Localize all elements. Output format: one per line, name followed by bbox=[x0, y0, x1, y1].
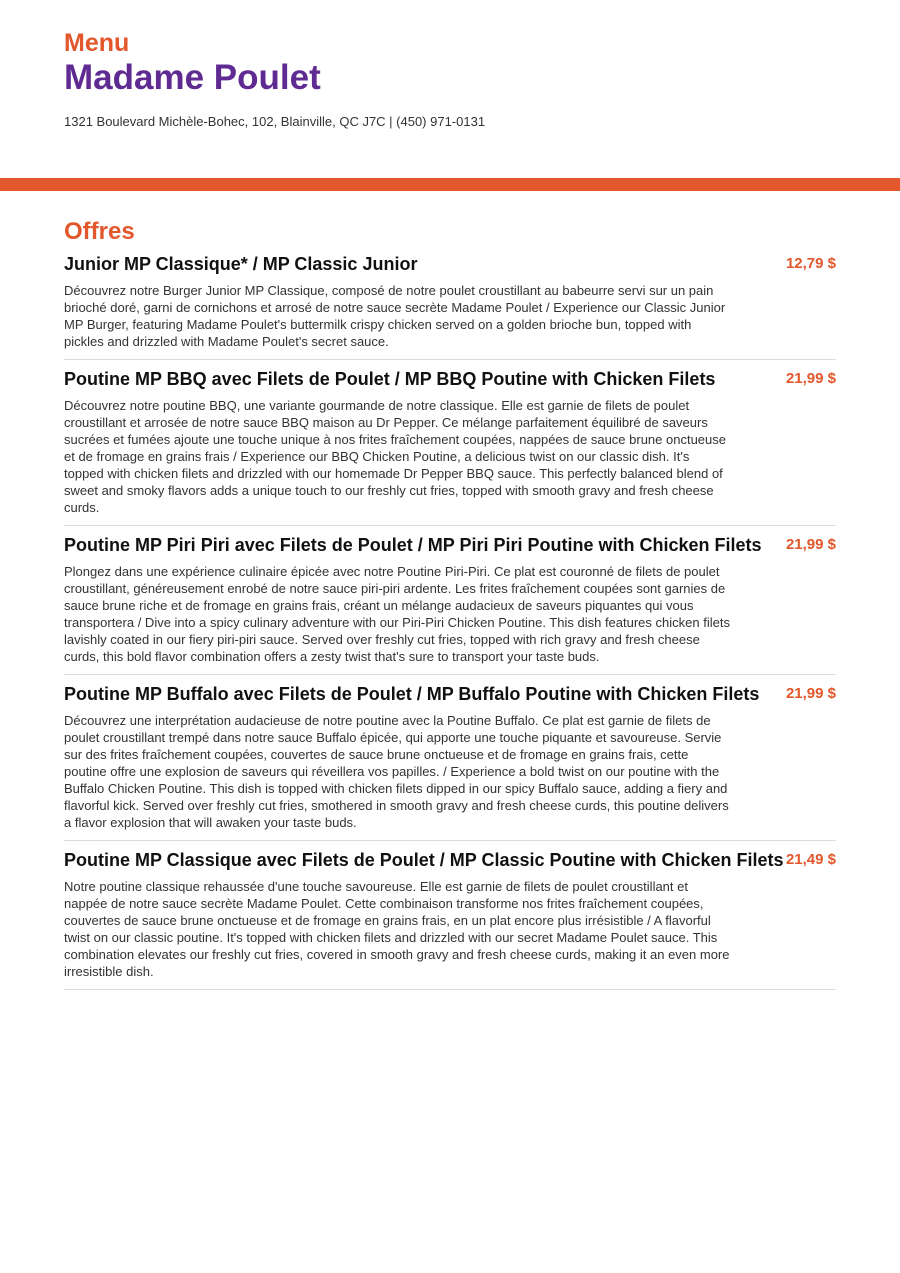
menu-item-price: 12,79 $ bbox=[785, 255, 836, 272]
menu-item-description: Plongez dans une expérience culinaire épicée avec notre Poutine Piri-Piri. Ce plat est couronné de filets de poulet croustillant, généreusement enrobé de notre sauce piri-piri ardente. Les frites fraîchement coupées sont garnies de sauce brune riche et de fromage en grains frais, créant un mélange audacieux de saveurs piquantes qui vous transportera / Dive into a spicy culinary adventure with our Piri-Piri Chicken Poutine. This dish features chicken filets lavishly coated in our fiery piri-piri sauce. Served over freshly cut fries, topped with rich gravy and fresh cheese curds, this bold flavor combination offers a zesty twist that's sure to transport your taste buds. bbox=[64, 564, 730, 664]
menu-item[interactable] bbox=[64, 841, 836, 990]
menu-item[interactable] bbox=[64, 526, 836, 675]
menu-label: Menu bbox=[64, 29, 130, 57]
menu-item-price: 21,99 $ bbox=[785, 536, 836, 553]
menu-item-name: Poutine MP Classique avec Filets de Poulet / MP Classic Poutine with Chicken Filets bbox=[64, 850, 784, 870]
menu-item[interactable] bbox=[64, 360, 836, 526]
menu-item-description: Découvrez notre Burger Junior MP Classique, composé de notre poulet croustillant au babeurre servi sur un pain brioché doré, garni de cornichons et arrosé de notre sauce secrète Madame Poulet / Experience our Classic Junior MP Burger, featuring Madame Poulet's buttermilk crispy chicken served on a golden brioche bun, topped with pickles and drizzled with Madame Poulet's secret sauce. bbox=[64, 283, 726, 349]
menu-item-description: Découvrez une interprétation audacieuse de notre poutine avec la Poutine Buffalo. Ce plat est garnie de filets de poulet croustillant trempé dans notre sauce Buffalo épicée, qui apporte une touche piquante et savoureuse. Servie sur des frites fraîchement coupées, couvertes de sauce brune onctueuse et de fromage en grains frais, cette poutine offre une explosion de saveurs qui réveillera vos papilles. / Experience a bold twist on our poutine with the Buffalo Chicken Poutine. This dish is topped with chicken filets dipped in our spicy Buffalo sauce, adding a fiery and flavorful kick. Served over freshly cut fries, smothered in smooth gravy and fresh cheese curds, this poutine delivers a flavor explosion that will awaken your taste buds. bbox=[64, 713, 729, 830]
menu-header bbox=[0, 0, 900, 148]
menu-item-name: Poutine MP BBQ avec Filets de Poulet / MP BBQ Poutine with Chicken Filets bbox=[64, 369, 716, 389]
menu-item-price: 21,99 $ bbox=[785, 370, 836, 387]
section-title: Offres bbox=[64, 218, 135, 245]
menu-item[interactable] bbox=[64, 675, 836, 841]
offers-section bbox=[0, 191, 900, 990]
restaurant-address: 1321 Boulevard Michèle-Bohec, 102, Blainville, QC J7C | (450) 971-0131 bbox=[64, 114, 486, 129]
menu-item-description: Découvrez notre poutine BBQ, une variante gourmande de notre classique. Elle est garnie de filets de poulet croustillant et arrosée de notre sauce BBQ maison au Dr Pepper. Ce mélange parfaitement équilibré de saveurs sucrées et fumées ajoute une touche unique à nos frites fraîchement coupées, nappées de sauce brune onctueuse et de fromage en grains frais / Experience our BBQ Chicken Poutine, a delicious twist on our classic dish. It's topped with chicken filets and drizzled with our homemade Dr Pepper BBQ sauce. This perfectly balanced blend of sweet and smoky flavors adds a unique touch to our freshly cut fries, topped with smooth gravy and fresh cheese curds. bbox=[64, 398, 726, 515]
menu-item-price: 21,99 $ bbox=[785, 685, 836, 702]
menu-item-description: Notre poutine classique rehaussée d'une touche savoureuse. Elle est garnie de filets de poulet croustillant et nappée de notre sauce secrète Madame Poulet. Cette combinaison transforme nos frites fraîchement coupées, couvertes de sauce brune onctueuse et de fromage en grains frais, en un plat encore plus irrésistible / A flavorful twist on our classic poutine. It's topped with chicken filets and drizzled with our secret Madame Poulet sauce. This combination elevates our freshly cut fries, covered in smooth gravy and fresh cheese curds, making it an even more irresistible dish. bbox=[64, 879, 730, 979]
header-divider-bar bbox=[0, 178, 900, 191]
menu-item[interactable] bbox=[64, 245, 836, 360]
menu-item-name: Junior MP Classique* / MP Classic Junior bbox=[64, 254, 418, 274]
menu-item-price: 21,49 $ bbox=[785, 851, 836, 868]
menu-item-name: Poutine MP Buffalo avec Filets de Poulet / MP Buffalo Poutine with Chicken Filets bbox=[64, 684, 760, 704]
restaurant-name: Madame Poulet bbox=[64, 58, 321, 97]
menu-item-name: Poutine MP Piri Piri avec Filets de Poulet / MP Piri Piri Poutine with Chicken Filets bbox=[64, 535, 762, 555]
